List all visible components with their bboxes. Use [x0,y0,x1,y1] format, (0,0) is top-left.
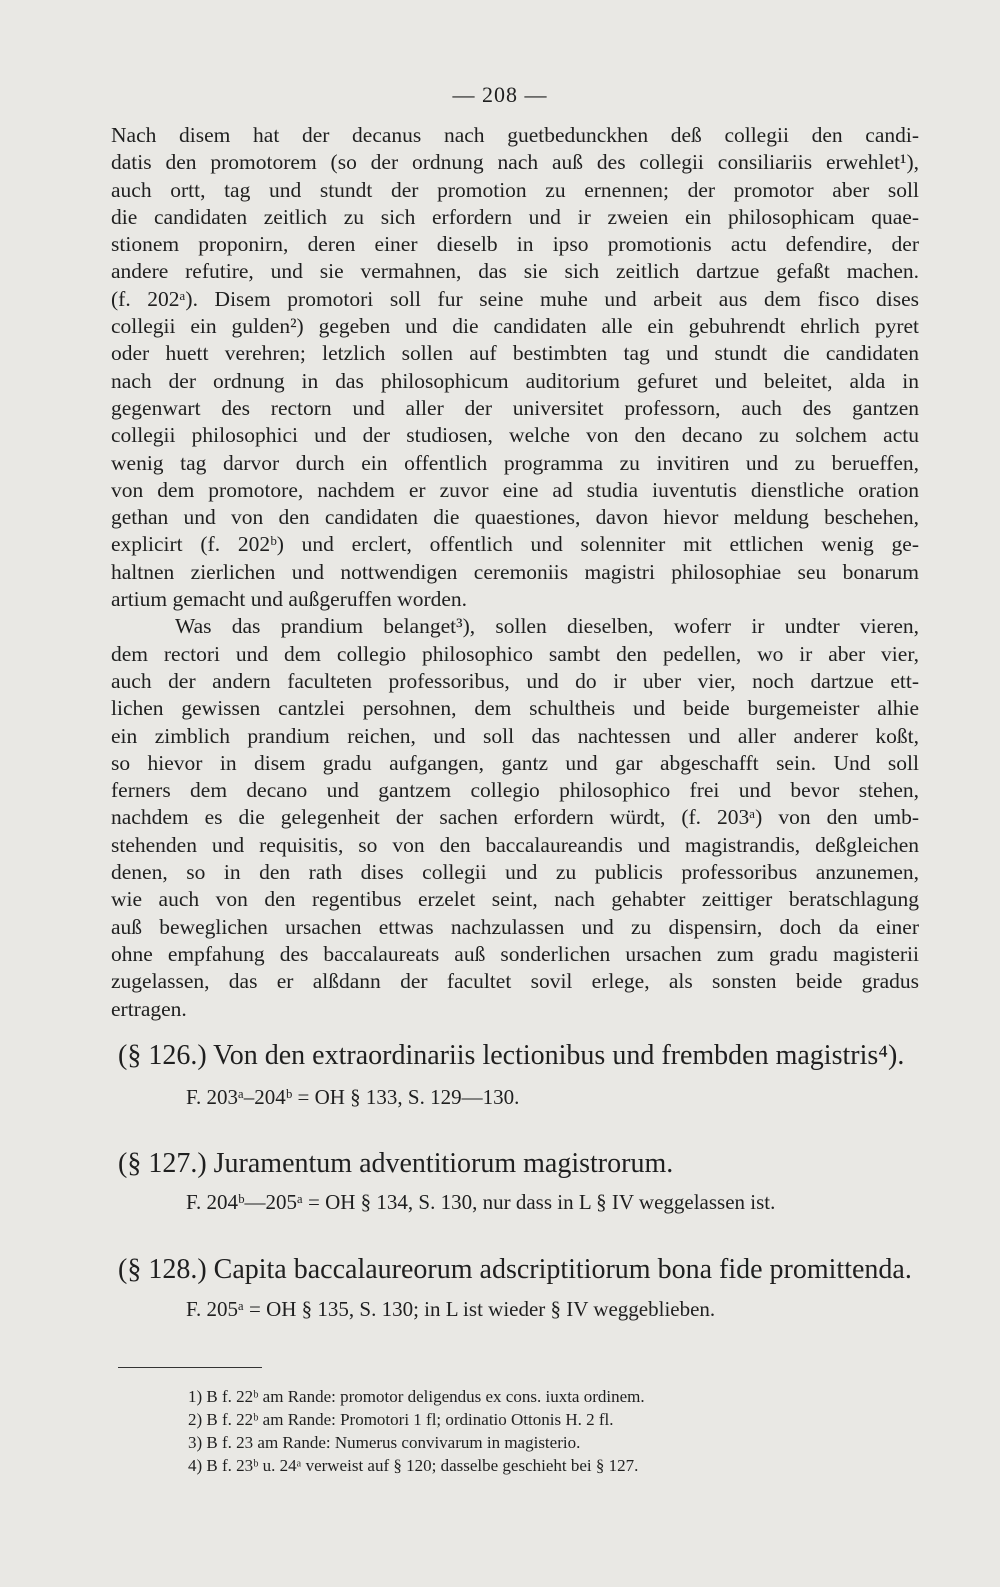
text-line: collegii ein gulden²) gegeben und die candidaten alle ein gebuhrendt ehrlich pyret [111,314,919,339]
text-line: Was das prandium belanget³), sollen dieselben, woferr ir undter vieren, [175,614,919,639]
text-line: dem rectori und dem collegio philosophico sambt den pedellen, wo ir aber vier, [111,641,919,666]
text-line: ein zimblich prandium reichen, und soll das nachtessen und aller anderer koßt, [111,723,919,748]
page-number: — 208 — [452,82,548,107]
text-line: von dem promotore, nachdem er zuvor eine ad studia iuventutis dienstliche oration [111,477,919,502]
text-line: collegii philosophici und der studiosen, welche von den decano zu solchem actu [111,423,919,448]
main-text [111,122,919,1023]
text-line: die candidaten zeitlich zu sich erfordern und ir zweien ein philosophicam quae- [111,204,919,229]
text-line: gethan und von den candidaten die quaestiones, davon hievor meldung beschehen, [111,505,919,530]
section-reference-126: F. 203ᵃ–204ᵇ = OH § 133, S. 129—130. [186,1085,520,1109]
footnote: 2) B f. 22ᵇ am Rande: Promotori 1 fl; ordinatio Ottonis H. 2 fl. [188,1410,614,1429]
footnote: 4) B f. 23ᵇ u. 24ᵃ verweist auf § 120; dasselbe geschieht bei § 127. [188,1456,639,1475]
text-line: zugelassen, das er alßdann der facultet sovil erlege, als sonsten beide gradus [111,969,919,994]
text-line: ferners dem decano und gantzem collegio philosophico frei und bevor stehen, [111,778,919,803]
text-line: ertragen. [111,996,187,1021]
text-line: artium gemacht und außgeruffen worden. [111,587,468,612]
text-line: Nach disem hat der decanus nach guetbedunckhen deß collegii den candi- [111,123,919,147]
text-line: (f. 202ᵃ). Disem promotori soll fur seine muhe und arbeit aus dem fisco dises [111,286,919,311]
text-line: datis den promotorem (so der ordnung nach auß des collegii consiliariis erwehlet¹), [111,150,919,175]
text-line: ohne empfahung des baccalaureats auß sonderlichen ursachen zum gradu magisterii [111,941,919,966]
text-line: gegenwart des rectorn und aller der universitet professorn, auch des gantzen [111,395,919,420]
text-line: wie auch von den regentibus erzelet seint, nach gehabter zeittiger beratschlagung [111,887,919,912]
text-line: stehenden und requisitis, so von den baccalaureandis und magistrandis, deßgleichen [111,832,919,857]
text-line: wenig tag darvor durch ein offentlich programma zu invitiren und zu berueffen, [111,450,919,475]
text-line: stionem proponirn, deren einer dieselb in ipso promotionis actu defendire, der [111,232,919,257]
text-line: auch ortt, tag und stundt der promotion zu ernennen; der promotor aber soll [111,177,919,202]
text-line: haltnen zierlichen und nottwendigen ceremoniis magistri philosophiae seu bonarum [111,559,919,584]
text-line: andere refutire, und sie vermahnen, das sie sich zeitlich dartzue gefaßt machen. [111,259,919,284]
footnote-divider [118,1367,262,1368]
text-line: denen, so in den rath dises collegii und zu publicis professoribus anzunemen, [111,860,919,885]
footnote: 3) B f. 23 am Rande: Numerus convivarum in magisterio. [188,1433,581,1452]
text-line: so hievor in disem gradu aufgangen, gantz und gar abgeschafft sein. Und soll [111,750,919,775]
footnote: 1) B f. 22ᵇ am Rande: promotor deligendus ex cons. iuxta ordinem. [188,1387,645,1406]
text-line: auch der andern faculteten professoribus, und do ir uber vier, noch dartzue ett- [111,668,919,693]
section-heading-126: (§ 126.) Von den extraordinariis lectionibus und frembden magistris⁴). [118,1040,905,1071]
text-line: auß beweglichen ursachen ettwas nachzulassen und zu dispensirn, doch da einer [111,914,919,939]
section-reference-128: F. 205ᵃ = OH § 135, S. 130; in L ist wieder § IV weggeblieben. [186,1297,716,1321]
text-line: explicirt (f. 202ᵇ) und erclert, offentlich und solenniter mit ettlichen wenig ge- [111,532,919,557]
text-line: lichen gewissen cantzlei persohnen, dem schultheis und beide burgemeister alhie [111,696,919,721]
text-line: oder huett verehren; letzlich sollen auf bestimbten tag und stundt die candidaten [111,341,919,366]
text-line: nach der ordnung in das philosophicum auditorium gefuret und beleitet, alda in [111,368,919,393]
section-heading-127: (§ 127.) Juramentum adventitiorum magistrorum. [118,1148,674,1179]
section-heading-128: (§ 128.) Capita baccalaureorum adscriptitiorum bona fide promittenda. [118,1254,912,1285]
text-line: nachdem es die gelegenheit der sachen erfordern würdt, (f. 203ᵃ) von den umb- [111,805,919,830]
footnotes [188,1385,888,1477]
section-reference-127: F. 204ᵇ—205ᵃ = OH § 134, S. 130, nur dass in L § IV weggelassen ist. [186,1190,776,1214]
